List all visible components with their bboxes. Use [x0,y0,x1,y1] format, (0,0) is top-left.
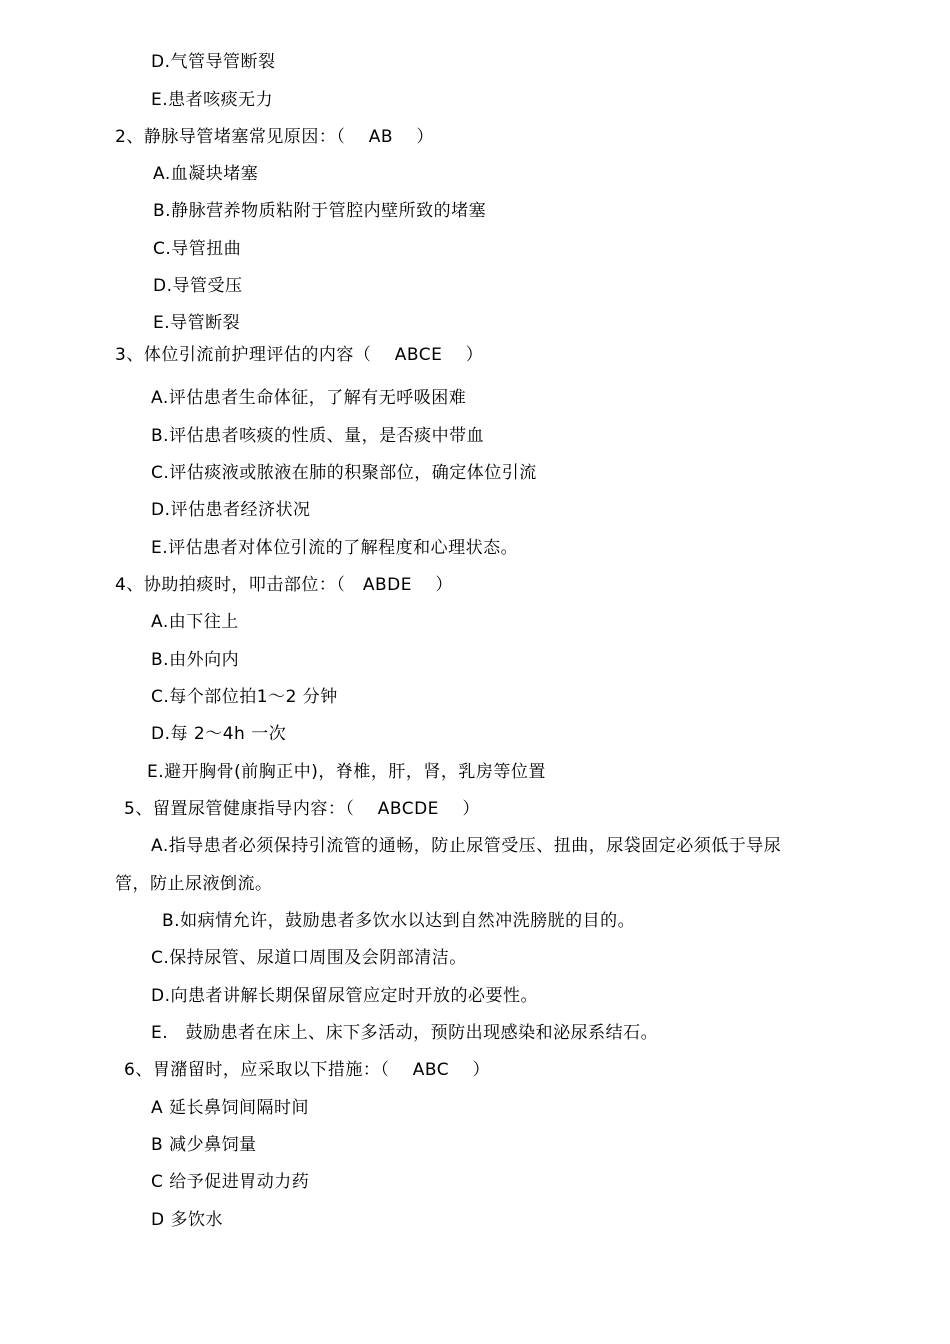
option-5-a: A.指导患者必须保持引流管的通畅，防止尿管受压、扭曲，尿袋固定必须低于导尿 [151,836,782,856]
option-1-d: D.气管导管断裂 [151,52,276,72]
option-6-b: B 减少鼻饲量 [151,1135,257,1155]
option-2-c: C.导管扭曲 [153,239,242,259]
question-4: 4、协助拍痰时，叩击部位：（ ABDE ） [115,575,453,595]
option-2-a: A.血凝块堵塞 [153,164,259,184]
option-4-a: A.由下往上 [151,612,239,632]
question-5: 5、留置尿管健康指导内容：（ ABCDE ） [124,799,480,819]
option-4-b: B.由外向内 [151,650,240,670]
option-1-e: E.患者咳痰无力 [151,90,274,110]
option-5-e: E. 鼓励患者在床上、床下多活动，预防出现感染和泌尿系结石。 [151,1023,659,1043]
option-6-a: A 延长鼻饲间隔时间 [151,1098,310,1118]
option-3-b: B.评估患者咳痰的性质、量，是否痰中带血 [151,426,485,446]
option-3-c: C.评估痰液或脓液在肺的积聚部位，确定体位引流 [151,463,537,483]
question-6: 6、胃潴留时，应采取以下措施：（ ABC ） [124,1060,490,1080]
option-3-e: E.评估患者对体位引流的了解程度和心理状态。 [151,538,519,558]
option-6-d: D 多饮水 [151,1210,223,1230]
option-2-d: D.导管受压 [153,276,243,296]
question-3: 3、体位引流前护理评估的内容（ ABCE ） [115,345,484,365]
option-5-c: C.保持尿管、尿道口周围及会阴部清洁。 [151,948,467,968]
option-5-d: D.向患者讲解长期保留尿管应定时开放的必要性。 [151,986,538,1006]
option-6-c: C 给予促进胃动力药 [151,1172,310,1192]
option-5-a-continued: 管，防止尿液倒流。 [115,874,273,894]
option-4-c: C.每个部位拍1～2 分钟 [151,687,338,707]
option-3-a: A.评估患者生命体征，了解有无呼吸困难 [151,388,467,408]
option-2-e: E.导管断裂 [153,313,241,333]
option-5-b: B.如病情允许，鼓励患者多饮水以达到自然冲洗膀胱的目的。 [162,911,636,931]
option-4-e: E.避开胸骨(前胸正中)，脊椎，肝，肾，乳房等位置 [147,762,546,782]
question-2: 2、静脉导管堵塞常见原因：（ AB ） [115,127,434,147]
option-4-d: D.每 2～4h 一次 [151,724,287,744]
option-2-b: B.静脉营养物质粘附于管腔内壁所致的堵塞 [153,201,487,221]
option-3-d: D.评估患者经济状况 [151,500,311,520]
